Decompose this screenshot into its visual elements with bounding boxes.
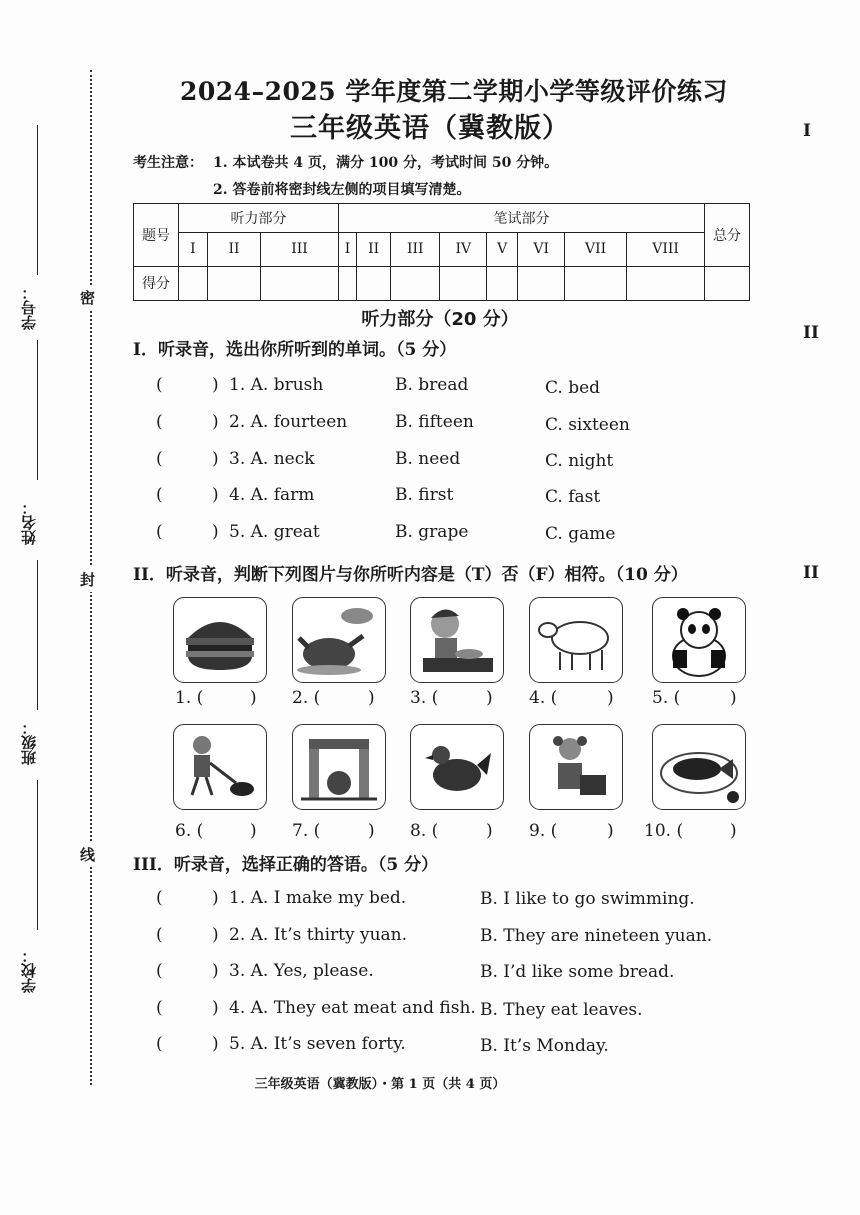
q5-option-b: B. grape: [395, 522, 469, 542]
picture-6-close: ): [250, 821, 257, 841]
girl-with-box-picture: [529, 724, 623, 810]
picture-5-label: 5. (: [652, 688, 681, 708]
answer-paren-open: (: [156, 449, 163, 469]
row-label-question: 题号: [134, 204, 179, 267]
notice-label: 考生注意：: [133, 155, 203, 171]
hen-picture: [410, 724, 504, 810]
part1-title: I．听录音，选出你所听到的单词。（5 分）: [133, 340, 457, 360]
sheep-picture: [529, 597, 623, 683]
col-header: I: [179, 233, 208, 266]
score-cell[interactable]: [179, 266, 208, 300]
p3-q5-option-b: B. It’s Monday.: [480, 1036, 609, 1056]
panda-picture: [652, 597, 746, 683]
score-cell[interactable]: [705, 266, 750, 300]
page-footer: 三年级英语（冀教版）・第 1 页（共 4 页）: [254, 1077, 506, 1092]
boy-walking-dog-picture: [173, 724, 267, 810]
q2-option-b: B. fifteen: [395, 412, 474, 432]
class-label: 班级：: [20, 720, 38, 765]
col-header: II: [357, 233, 391, 266]
col-header: VI: [518, 233, 565, 266]
margin-mark-1: I: [803, 121, 811, 141]
q4-option-a: 4. A. farm: [229, 485, 315, 505]
score-cell[interactable]: [627, 266, 705, 300]
q1-option-a: 1. A. brush: [229, 375, 324, 395]
answer-paren-close: ): [212, 998, 219, 1018]
picture-10-label: 10. (: [644, 821, 684, 841]
picture-3-label: 3. (: [410, 688, 439, 708]
fish-dish-picture: [652, 724, 746, 810]
score-cell[interactable]: [261, 266, 339, 300]
name-line: [37, 340, 38, 480]
answer-paren-open: (: [156, 925, 163, 945]
farm-gate-picture: [292, 724, 386, 810]
score-cell[interactable]: [357, 266, 391, 300]
answer-paren-close: ): [212, 522, 219, 542]
notice-2: 2. 答卷前将密封线左侧的项目填写清楚。: [213, 182, 471, 198]
q3-option-b: B. need: [395, 449, 461, 469]
seal-char-1: 密: [80, 285, 95, 310]
score-cell[interactable]: [440, 266, 487, 300]
student-no-label: 学号：: [20, 285, 38, 330]
col-header: V: [487, 233, 518, 266]
school-label: 学校：: [20, 948, 38, 993]
score-cell[interactable]: [338, 266, 356, 300]
q1-option-c: C. bed: [545, 378, 601, 398]
q3-option-c: C. night: [545, 451, 614, 471]
answer-paren-close: ): [212, 449, 219, 469]
col-header: II: [207, 233, 260, 266]
picture-2-label: 2. (: [292, 688, 321, 708]
margin-mark-2: II: [803, 323, 819, 343]
q2-option-a: 2. A. fourteen: [229, 412, 348, 432]
answer-paren-open: (: [156, 412, 163, 432]
roast-chicken-picture: [292, 597, 386, 683]
notice-1: 1. 本试卷共 4 页，满分 100 分，考试时间 50 分钟。: [213, 155, 559, 171]
seal-char-2: 封: [80, 567, 95, 592]
picture-3-close: ): [486, 688, 493, 708]
exam-title: 2024–2025 学年度第二学期小学等级评价练习: [180, 77, 728, 106]
picture-10-close: ): [730, 821, 737, 841]
answer-paren-close: ): [212, 412, 219, 432]
p3-q1-option-a: 1. A. I make my bed.: [229, 888, 407, 908]
picture-4-label: 4. (: [529, 688, 558, 708]
col-header: III: [261, 233, 339, 266]
p3-q3-option-b: B. I’d like some bread.: [480, 962, 675, 982]
score-cell[interactable]: [207, 266, 260, 300]
score-cell[interactable]: [391, 266, 440, 300]
listening-section-title: 听力部分（20 分）: [361, 309, 519, 330]
listening-header: 听力部分: [179, 204, 339, 233]
p3-q2-option-a: 2. A. It’s thirty yuan.: [229, 925, 408, 945]
answer-paren-open: (: [156, 485, 163, 505]
p3-q4-option-b: B. They eat leaves.: [480, 1000, 643, 1020]
student-no-line: [37, 125, 38, 275]
answer-paren-open: (: [156, 961, 163, 981]
score-cell[interactable]: [565, 266, 627, 300]
class-line: [37, 560, 38, 710]
picture-5-close: ): [730, 688, 737, 708]
p3-q2-option-b: B. They are nineteen yuan.: [480, 926, 713, 946]
p3-q1-option-b: B. I like to go swimming.: [480, 889, 695, 909]
score-table: [133, 203, 750, 301]
answer-paren-open: (: [156, 998, 163, 1018]
part3-title: III．听录音，选择正确的答语。（5 分）: [133, 855, 439, 875]
picture-8-label: 8. (: [410, 821, 439, 841]
picture-7-label: 7. (: [292, 821, 321, 841]
answer-paren-close: ): [212, 925, 219, 945]
picture-1-label: 1. (: [175, 688, 204, 708]
score-cell[interactable]: [518, 266, 565, 300]
exam-subtitle: 三年级英语（冀教版）: [290, 113, 570, 144]
q4-option-c: C. fast: [545, 487, 601, 507]
answer-paren-close: ): [212, 485, 219, 505]
col-header: VIII: [627, 233, 705, 266]
hamburger-picture: [173, 597, 267, 683]
answer-paren-close: ): [212, 1034, 219, 1054]
writing-header: 笔试部分: [338, 204, 704, 233]
total-header: 总分: [705, 204, 750, 267]
picture-8-close: ): [486, 821, 493, 841]
col-header: IV: [440, 233, 487, 266]
answer-paren-open: (: [156, 522, 163, 542]
picture-9-close: ): [607, 821, 614, 841]
seal-char-3: 线: [80, 842, 95, 867]
picture-4-close: ): [607, 688, 614, 708]
answer-paren-open: (: [156, 375, 163, 395]
picture-7-close: ): [368, 821, 375, 841]
answer-paren-close: ): [212, 888, 219, 908]
row-label-score: 得分: [134, 266, 179, 300]
picture-1-close: ): [250, 688, 257, 708]
score-cell[interactable]: [487, 266, 518, 300]
school-line: [37, 780, 38, 930]
picture-6-label: 6. (: [175, 821, 204, 841]
q4-option-b: B. first: [395, 485, 454, 505]
margin-mark-3: II: [803, 563, 819, 583]
q1-option-b: B. bread: [395, 375, 469, 395]
answer-paren-close: ): [212, 961, 219, 981]
picture-2-close: ): [368, 688, 375, 708]
boy-washing-picture: [410, 597, 504, 683]
q2-option-c: C. sixteen: [545, 415, 630, 435]
p3-q5-option-a: 5. A. It’s seven forty.: [229, 1034, 406, 1054]
part2-title: II．听录音，判断下列图片与你所听内容是（T）否（F）相符。（10 分）: [133, 565, 688, 585]
col-header: I: [338, 233, 356, 266]
answer-paren-close: ): [212, 375, 219, 395]
q5-option-a: 5. A. great: [229, 522, 320, 542]
picture-9-label: 9. (: [529, 821, 558, 841]
answer-paren-open: (: [156, 1034, 163, 1054]
q5-option-c: C. game: [545, 524, 616, 544]
q3-option-a: 3. A. neck: [229, 449, 315, 469]
p3-q3-option-a: 3. A. Yes, please.: [229, 961, 374, 981]
col-header: III: [391, 233, 440, 266]
col-header: VII: [565, 233, 627, 266]
answer-paren-open: (: [156, 888, 163, 908]
name-label: 姓名：: [20, 500, 38, 545]
p3-q4-option-a: 4. A. They eat meat and fish.: [229, 998, 476, 1018]
